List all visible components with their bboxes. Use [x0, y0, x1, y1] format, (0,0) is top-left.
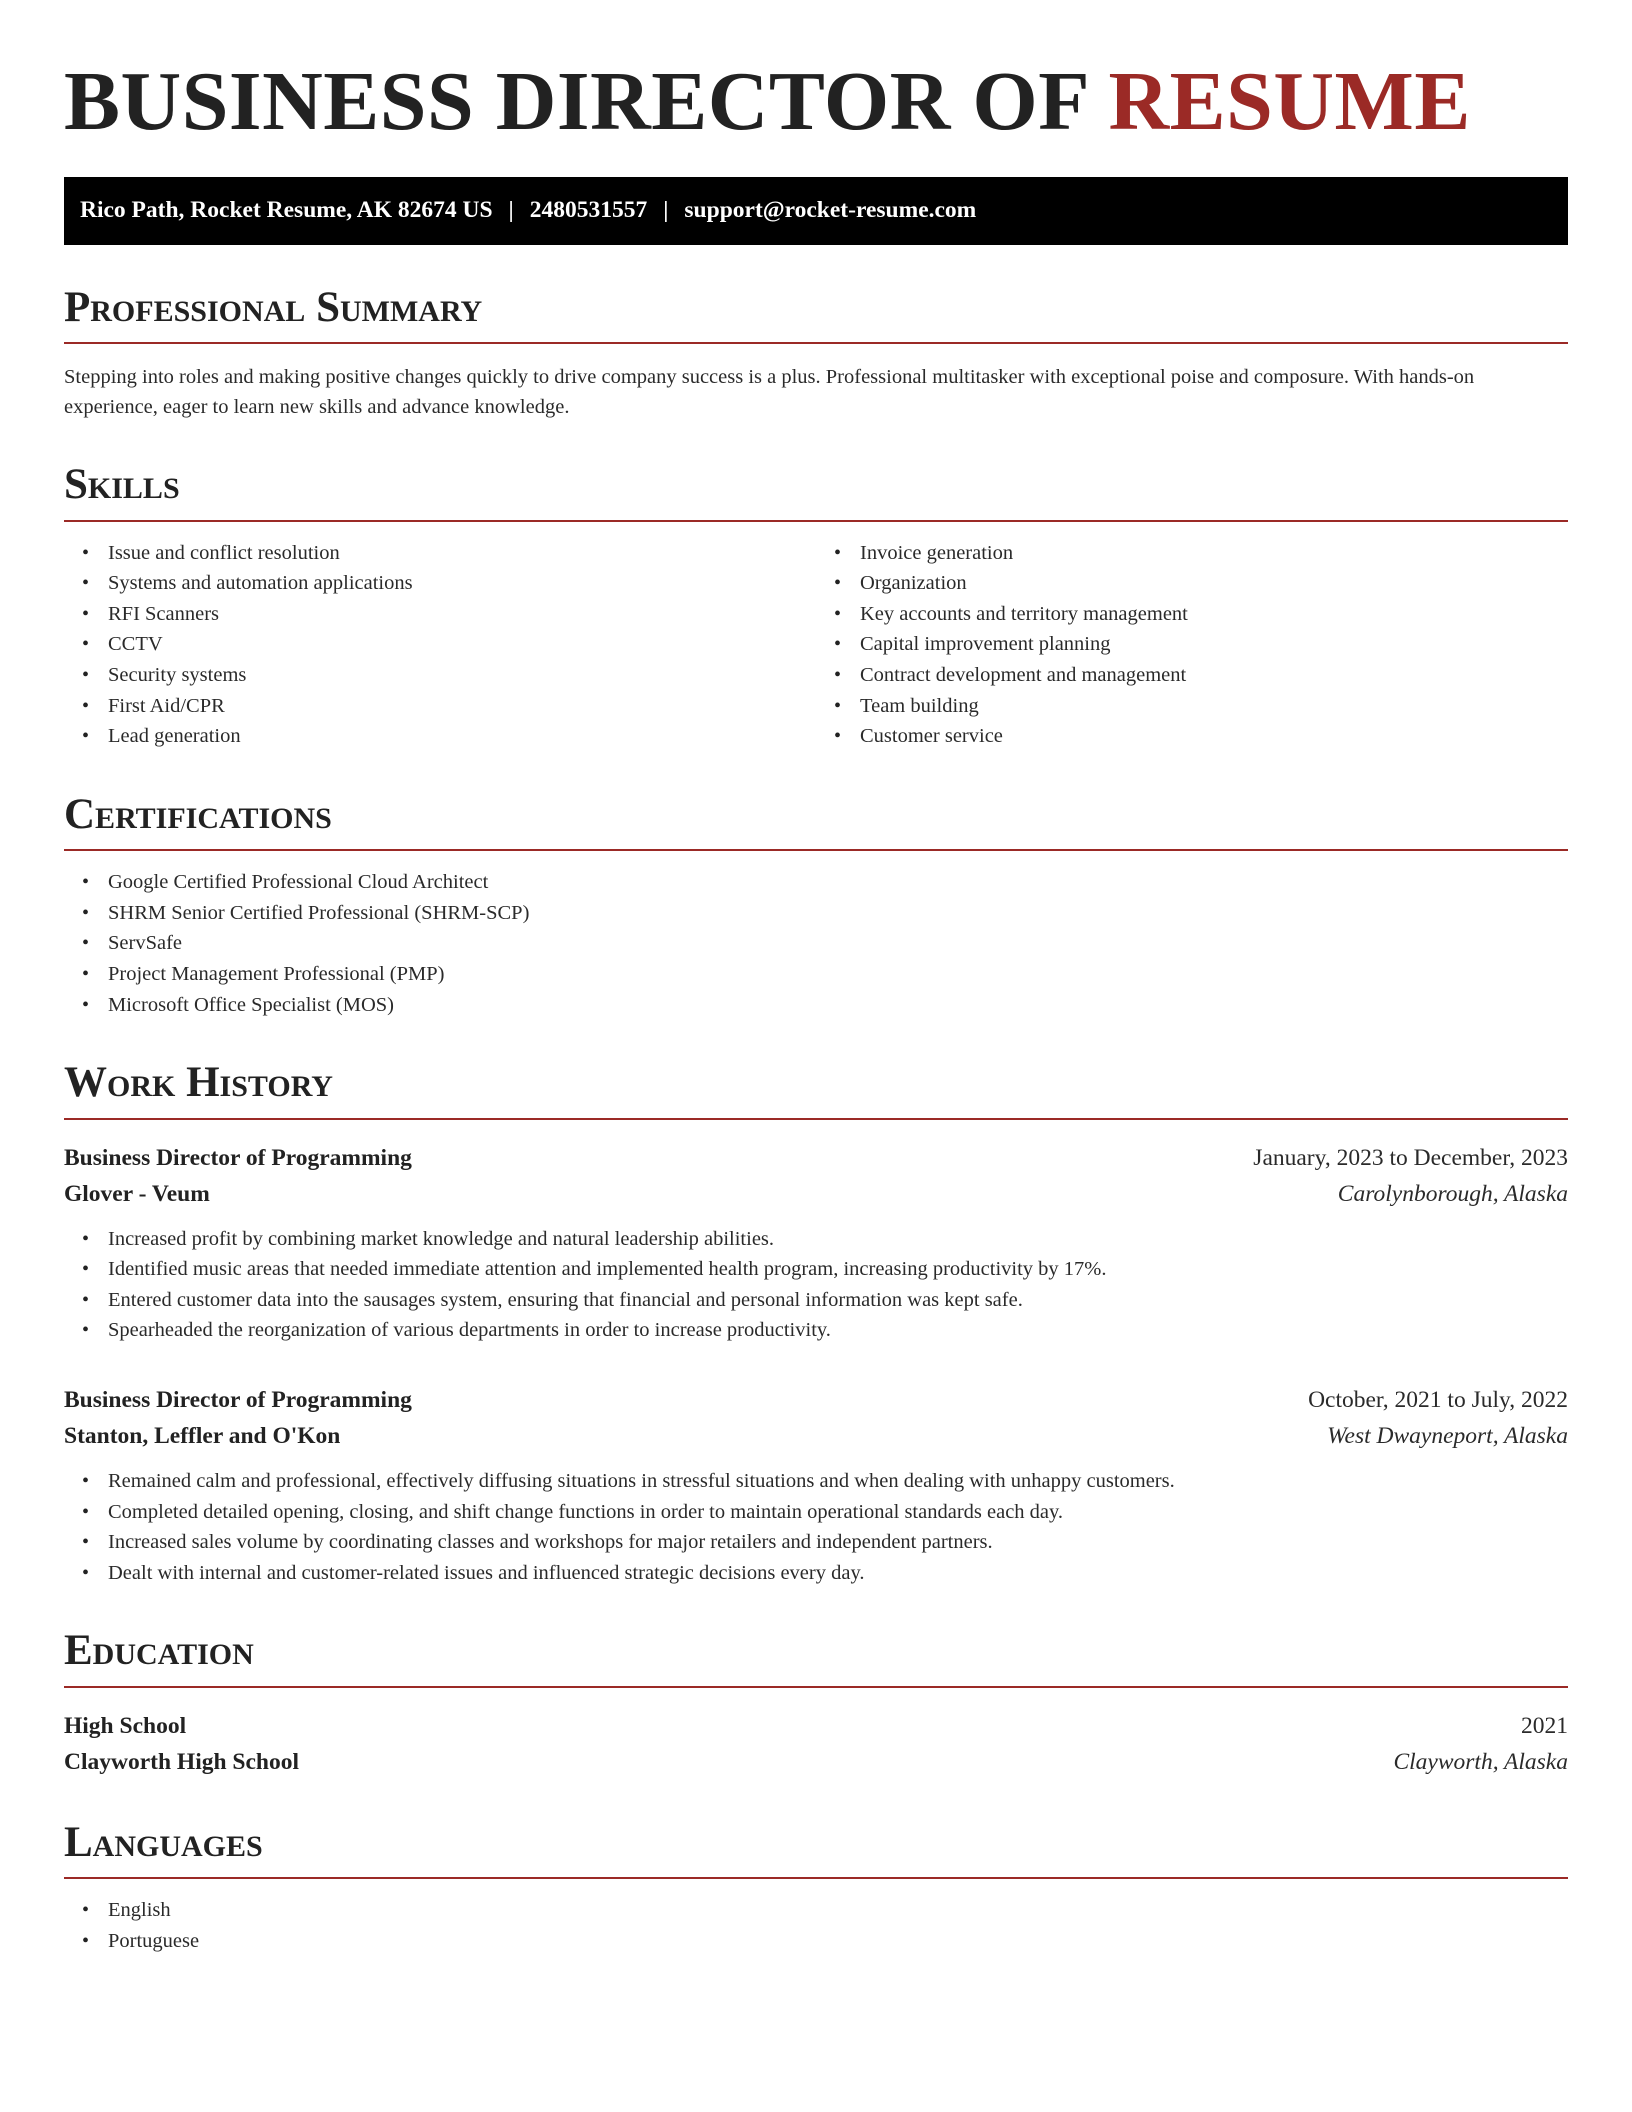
languages-section: [64, 1818, 1568, 1957]
education-school: Clayworth High School: [64, 1748, 300, 1775]
certification-item: • ServSafe: [108, 928, 1568, 959]
certification-item: • Google Certified Professional Cloud Architect: [108, 867, 1568, 898]
skills-columns: [64, 522, 1568, 752]
contact-address: Rico Path, Rocket Resume, AK 82674 US: [80, 197, 493, 224]
skill-item: • Systems and automation applications: [108, 568, 816, 599]
skill-item: • Invoice generation: [860, 538, 1568, 569]
certification-item: • Microsoft Office Specialist (MOS): [108, 990, 1568, 1021]
language-item: • English: [108, 1895, 1568, 1926]
education-location: Clayworth, Alaska: [1393, 1748, 1568, 1775]
job-bullet: • Increased sales volume by coordinating classes and workshops for major retailers and independent partners.: [108, 1527, 1568, 1558]
certification-item: • Project Management Professional (PMP): [108, 959, 1568, 990]
job-bullet: • Spearheaded the reorganization of various departments in order to increase productivity.: [108, 1315, 1568, 1346]
work-history-heading: Work History: [64, 1058, 1568, 1119]
certifications-list: [64, 867, 1568, 1020]
skill-item: • First Aid/CPR: [108, 691, 816, 722]
language-item: • Portuguese: [108, 1926, 1568, 1957]
skill-item: • Customer service: [860, 721, 1568, 752]
job-location: Carolynborough, Alaska: [1337, 1180, 1568, 1207]
work-history-section: [64, 1058, 1568, 1588]
job-bullet: • Remained calm and professional, effectively diffusing situations in stressful situations and when dealing with unhappy customers.: [108, 1466, 1568, 1497]
skill-item: • Security systems: [108, 660, 816, 691]
skills-heading: Skills: [64, 460, 1568, 521]
skill-item: • Key accounts and territory management: [860, 599, 1568, 630]
job-company: Stanton, Leffler and O'Kon: [64, 1423, 341, 1450]
title-main: BUSINESS DIRECTOR OF: [64, 55, 1109, 148]
skill-item: • Capital improvement planning: [860, 629, 1568, 660]
job-bullet: • Identified music areas that needed immediate attention and implemented health program, increasing productivity by 17%.: [108, 1254, 1568, 1285]
contact-bar: [64, 177, 1568, 245]
contact-separator: |: [663, 197, 669, 224]
languages-list: [64, 1895, 1568, 1956]
skill-item: • Team building: [860, 691, 1568, 722]
job-title: Business Director of Programming: [64, 1144, 412, 1171]
job-company: Glover - Veum: [64, 1180, 210, 1207]
job-title-row: [64, 1140, 1568, 1176]
skill-item: • Lead generation: [108, 721, 816, 752]
job-bullets: [64, 1466, 1568, 1588]
education-entry: [64, 1708, 1568, 1780]
job-bullet: • Increased profit by combining market knowledge and natural leadership abilities.: [108, 1224, 1568, 1255]
skills-column-right: [816, 522, 1568, 752]
skill-item: • Organization: [860, 568, 1568, 599]
summary-section: [64, 283, 1568, 422]
job-dates: October, 2021 to July, 2022: [1308, 1387, 1568, 1414]
title-accent: RESUME: [1108, 55, 1471, 148]
education-degree: High School: [64, 1712, 187, 1739]
job-location: West Dwayneport, Alaska: [1327, 1423, 1568, 1450]
skills-section: [64, 460, 1568, 752]
education-school-row: [64, 1744, 1568, 1780]
education-section: [64, 1626, 1568, 1779]
job-dates: January, 2023 to December, 2023: [1253, 1144, 1568, 1171]
contact-separator: |: [508, 197, 514, 224]
education-year: 2021: [1521, 1712, 1568, 1739]
certification-item: • SHRM Senior Certified Professional (SHRM-SCP): [108, 898, 1568, 929]
education-degree-row: [64, 1708, 1568, 1744]
contact-phone: 2480531557: [529, 197, 648, 224]
job-bullet: • Dealt with internal and customer-related issues and influenced strategic decisions every day.: [108, 1558, 1568, 1589]
resume-title: [64, 52, 1568, 153]
skill-item: • Issue and conflict resolution: [108, 538, 816, 569]
certifications-heading: Certifications: [64, 790, 1568, 851]
certifications-section: [64, 790, 1568, 1020]
job-bullet: • Completed detailed opening, closing, and shift change functions in order to maintain operational standards each day.: [108, 1497, 1568, 1528]
job-entry: [64, 1382, 1568, 1588]
job-company-row: [64, 1176, 1568, 1212]
skill-item: • Contract development and management: [860, 660, 1568, 691]
contact-email: support@rocket-resume.com: [684, 197, 977, 224]
skill-item: • CCTV: [108, 629, 816, 660]
skills-list-right: [816, 538, 1568, 752]
skills-list-left: [64, 538, 816, 752]
job-company-row: [64, 1418, 1568, 1454]
skills-column-left: [64, 522, 816, 752]
summary-text: Stepping into roles and making positive changes quickly to drive company success is a plus. Professional multitasker with exceptional poise and composure. With hands-on experience, eager to learn new skills and advance knowledge.: [64, 366, 1475, 419]
languages-heading: Languages: [64, 1818, 1568, 1879]
education-heading: Education: [64, 1626, 1568, 1687]
skill-item: • RFI Scanners: [108, 599, 816, 630]
summary-heading: Professional Summary: [64, 283, 1568, 344]
job-title: Business Director of Programming: [64, 1387, 412, 1414]
job-bullet: • Entered customer data into the sausages system, ensuring that financial and personal information was kept safe.: [108, 1285, 1568, 1316]
job-entry: [64, 1140, 1568, 1346]
job-bullets: [64, 1224, 1568, 1346]
job-title-row: [64, 1382, 1568, 1418]
